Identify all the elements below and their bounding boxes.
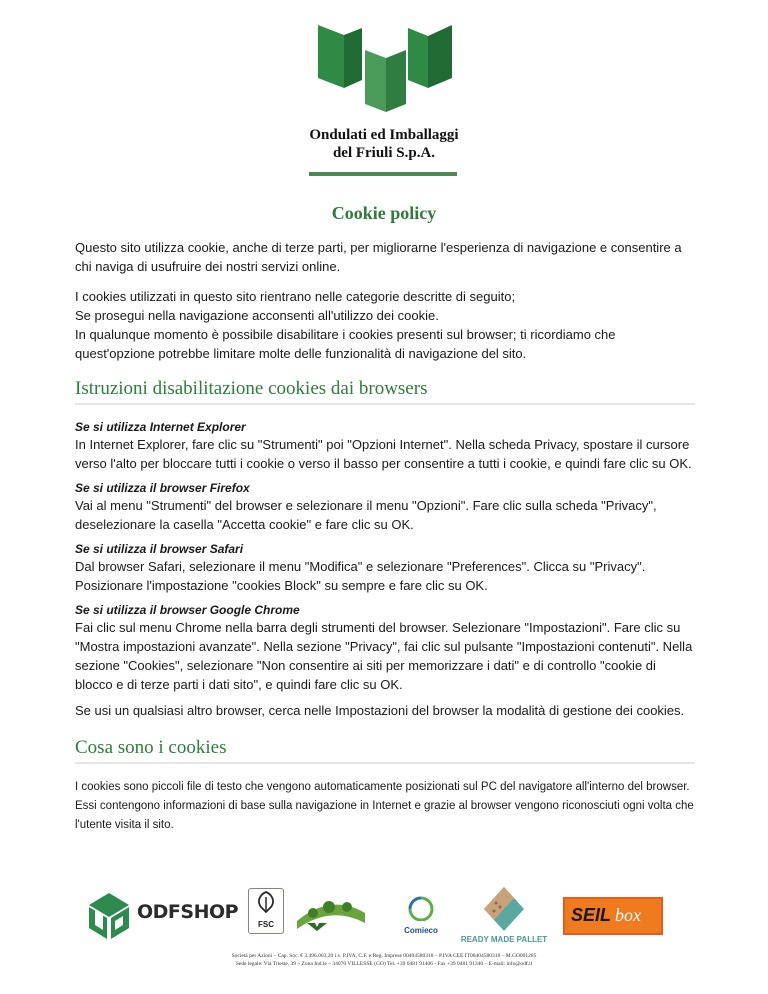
intro-paragraph: Questo sito utilizza cookie, anche di terze parti, per migliorarne l'esperienza di navigazione e consentire a chi naviga di usufruire dei nostri servizi online.: [75, 240, 682, 274]
browser-title: Se si utilizza il browser Google Chrome: [75, 603, 300, 617]
header-divider: [309, 172, 457, 176]
browser-instructions-chrome: [75, 602, 695, 694]
seil-text: SEIL: [571, 905, 612, 925]
browser-text: In Internet Explorer, fare clic su "Strumenti" poi "Opzioni Internet". Nella scheda Privacy, spostare il cursore verso l'alto per bloccare tutti i cookie o verso il basso per consentire a tutti i cookie, e quindi fare clic su OK.: [75, 437, 692, 471]
browser-instructions-ie: [75, 419, 695, 473]
tree-icon: [249, 889, 283, 915]
browser-text: Dal browser Safari, selezionare il menu "Modifica" e selezionare "Preferences". Clicca su "Privacy". Posizionare l'impostazione "cookies Block" su sempre e fare clic su OK.: [75, 559, 646, 593]
trees-icon: [295, 893, 367, 933]
comieco-text: Comieco: [404, 926, 438, 935]
fsc-text: FSC: [258, 920, 274, 929]
company-footer: [0, 952, 768, 968]
footer-line: Sede legale: Via Trieste, 39 – Zona Ind.le – 34070 VILLESSE (GO) Tel. +39 0481 91406 - Fax +39 0481 91340 – E-mail: info@odf.it: [235, 961, 533, 967]
intro-line: Se prosegui nella navigazione acconsenti all'utilizzo dei cookie.: [75, 308, 439, 323]
main-content: [75, 238, 695, 835]
page-header: [0, 0, 768, 180]
intro-line: I cookies utilizzati in questo sito rientrano nelle categorie descritte di seguito;: [75, 289, 516, 304]
footer-line: Società per Azioni – Cap. Soc. € 3.496.003,20 i.v. P.IVA, C.F. e Reg. Imprese 00404580318 – P.IVA CEE IT00404580318 – M.GO001285: [231, 953, 537, 959]
browser-text: Vai al menu "Strumenti" del browser e selezionare il menu "Opzioni". Fare clic sulla scheda "Privacy", deselezionare la casella "Accetta cookie" e fare clic su OK.: [75, 498, 657, 532]
pallet-icon: [448, 885, 560, 933]
footer-logos: [85, 885, 685, 945]
odfshop-logo: [85, 885, 239, 941]
section-heading-what-are-cookies: Cosa sono i cookies: [75, 736, 695, 764]
browser-instructions-firefox: [75, 480, 695, 534]
box-text: box: [615, 905, 641, 925]
seil-box-logo: [563, 897, 663, 935]
browser-title: Se si utilizza Internet Explorer: [75, 420, 246, 434]
green-economy-logo: [295, 893, 367, 933]
company-name-line2: del Friuli S.p.A.: [332, 145, 436, 161]
company-logo: [310, 20, 460, 120]
intro-paragraph-2: [75, 287, 695, 363]
fsc-logo: [248, 888, 284, 934]
intro-line: In qualunque momento è possibile disabilitare i cookies presenti sul browser; ti ricordiamo che quest'opzione potrebbe limitare molte delle funzionalità di navigazione del sito.: [75, 327, 616, 361]
browser-title: Se si utilizza il browser Firefox: [75, 481, 250, 495]
company-name-line1: Ondulati ed Imballaggi: [309, 127, 459, 143]
browser-title: Se si utilizza il browser Safari: [75, 542, 244, 556]
company-name: [0, 126, 768, 162]
odfshop-text: ODFSHOP: [137, 901, 239, 923]
comieco-logo: [396, 895, 446, 933]
browser-instructions-safari: [75, 541, 695, 595]
ready-made-pallet-logo: [448, 885, 560, 945]
browser-text: Fai clic sul menu Chrome nella barra degli strumenti del browser. Selezionare "Impostazioni". Fare clic su "Mostra impostazioni avanzate". Nella sezione "Privacy", fai clic sul pulsante "Impostazioni contenuti". Nella sezione "Cookies", selezionare "Non consentire ai siti per memorizzare i dati" e di controllo "cookie di blocco e di terze parti i dati sito", e quindi fare clic su OK.: [75, 620, 693, 692]
cookies-description: I cookies sono piccoli file di testo che vengono automaticamente posizionati sul PC del navigatore all'interno del browser. Essi contengono informazioni di base sulla navigazione in Internet e grazie al browser vengono riconosciuti ogni volta che l'utente visita il sito.: [75, 781, 694, 831]
page-title: Cookie policy: [331, 203, 437, 223]
recycle-icon: [396, 895, 446, 921]
other-browser-note: Se usi un qualsiasi altro browser, cerca nelle Impostazioni del browser la modalità di gestione dei cookies.: [75, 703, 685, 718]
ready-made-pallet-text: READY MADE PALLET: [460, 935, 548, 944]
section-heading-disable-cookies: Istruzioni disabilitazione cookies dai browsers: [75, 377, 695, 405]
